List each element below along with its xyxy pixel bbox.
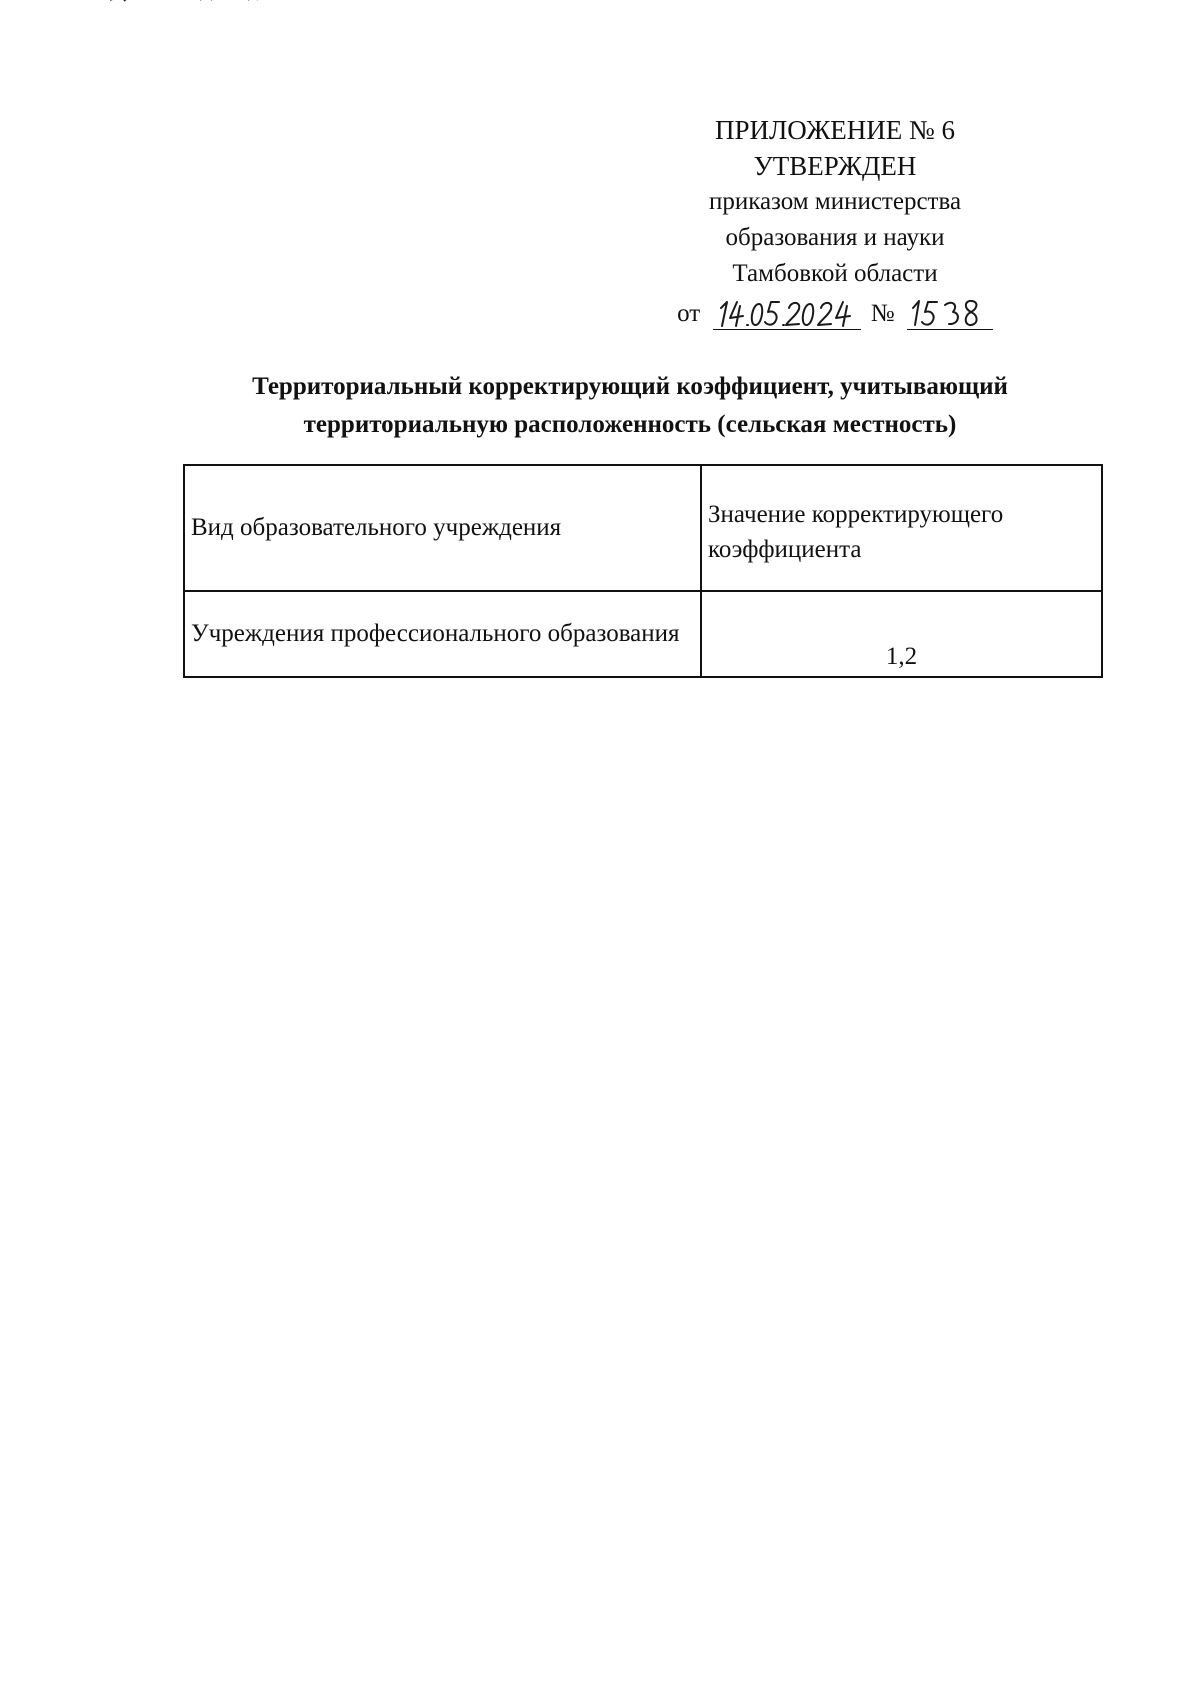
approved-stamp-text: УТВЕРЖДЕН: [753, 151, 917, 181]
coefficient-table: [183, 464, 1103, 678]
number-sign: №: [870, 300, 895, 328]
approval-line-2: образования и науки: [725, 224, 945, 251]
cell-institution-type: Учреждения профессионального образования: [184, 591, 701, 677]
handwritten-number-ink: [907, 294, 993, 334]
document-title: [180, 368, 1080, 444]
handwritten-date: [713, 294, 861, 334]
cell-coefficient-value: 1,2: [701, 591, 1102, 677]
table-row: [184, 591, 1102, 677]
approval-block: [620, 112, 1050, 334]
approval-line-3: Тамбовкой области: [732, 260, 938, 287]
header-institution-type: Вид образовательного учреждения: [184, 465, 701, 591]
scan-artifact: [108, 0, 278, 4]
header-coefficient-value: Значение корректирующего коэффициента: [701, 465, 1102, 591]
table-header-row: [184, 465, 1102, 591]
number-underline: [907, 329, 993, 330]
appendix-number: ПРИЛОЖЕНИЕ № 6: [714, 115, 956, 145]
approval-line-1: приказом министерства: [708, 188, 962, 215]
handwritten-number: [907, 294, 993, 334]
order-reference: [620, 292, 1050, 334]
title-line-1: Территориальный корректирующий коэффициент, учитывающий: [252, 373, 1008, 400]
handwritten-date-ink: [713, 294, 861, 334]
from-word: от: [677, 300, 701, 328]
date-underline: [713, 329, 861, 330]
title-line-2: территориальную расположенность (сельская местность): [303, 411, 957, 438]
